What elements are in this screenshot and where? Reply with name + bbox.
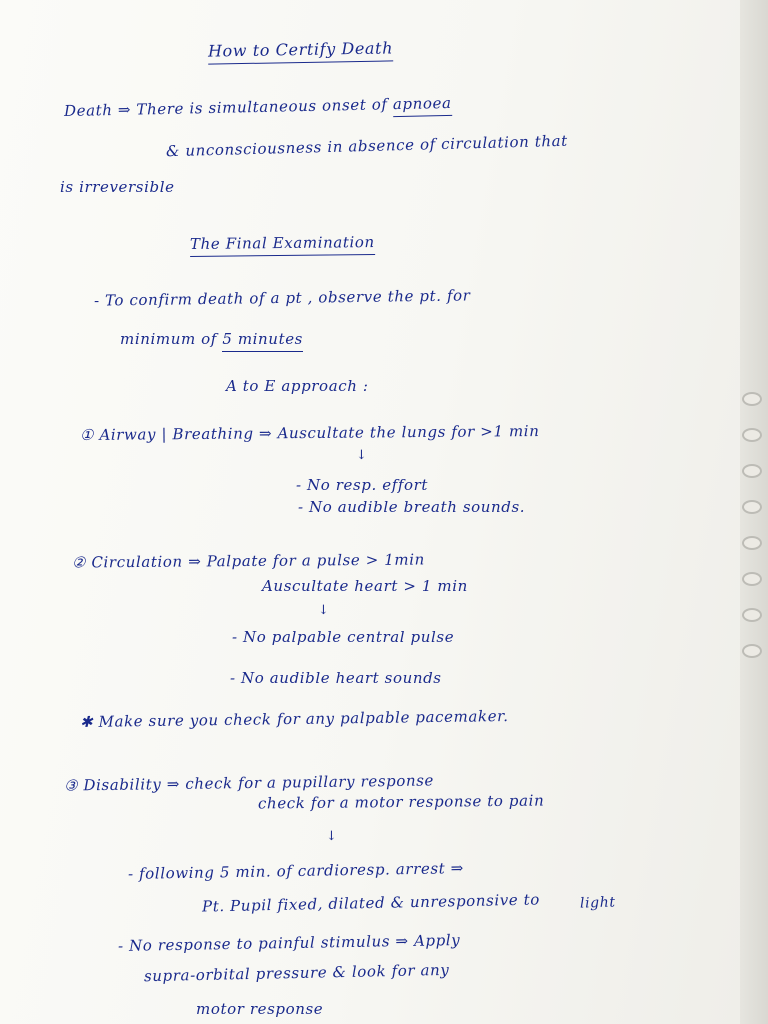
spiral-ring: [742, 608, 762, 622]
no-resp-effort: - No resp. effort: [296, 476, 429, 494]
airway-arrow: ↓: [356, 448, 368, 463]
spiral-ring: [742, 536, 762, 550]
circulation-arrow: ↓: [318, 603, 330, 618]
spiral-ring: [742, 428, 762, 442]
circulation-line-2: Auscultate heart > 1 min: [262, 577, 468, 595]
following-arrest-line: - following 5 min. of cardioresp. arrest ⇒: [127, 859, 464, 883]
no-central-pulse: - No palpable central pulse: [232, 628, 455, 646]
circulation-line-1: ② Circulation ⇒ Palpate for a pulse > 1min: [71, 550, 425, 572]
disability-line-2: check for a motor response to pain: [257, 791, 545, 813]
spiral-ring: [742, 392, 762, 406]
no-pain-response-line: - No response to painful stimulus ⇒ Apply: [117, 931, 461, 955]
death-definition-line-1: Death ⇒ There is simultaneous onset of apnoea: [63, 93, 452, 121]
light-word: light: [579, 894, 616, 912]
death-definition-line-3: is irreversible: [60, 178, 175, 196]
apnoea-word: apnoea: [393, 94, 452, 117]
no-heart-sounds: - No audible heart sounds: [230, 669, 442, 687]
confirm-death-line-2: minimum of 5 minutes: [120, 332, 303, 347]
page-title: How to Certify Death: [208, 40, 393, 59]
death-definition-line-2: & unconsciousness in absence of circulation that: [165, 131, 568, 161]
spiral-ring: [742, 644, 762, 658]
airway-breathing-line: ① Airway | Breathing ⇒ Auscultate the lungs for >1 min: [79, 421, 540, 445]
motor-response-line: motor response: [196, 1000, 324, 1018]
confirm-death-line-1: - To confirm death of a pt , observe the pt. for: [93, 286, 471, 310]
supra-orbital-line: supra-orbital pressure & look for any: [143, 960, 450, 986]
spiral-ring: [742, 500, 762, 514]
disability-arrow: ↓: [326, 829, 338, 844]
final-exam-heading: The Final Examination: [190, 235, 375, 252]
spiral-ring: [742, 464, 762, 478]
notebook-edge: [740, 0, 768, 1024]
disability-line-1: ③ Disability ⇒ check for a pupillary response: [63, 771, 435, 795]
pupil-fixed-line: Pt. Pupil fixed, dilated & unresponsive to: [201, 890, 541, 916]
five-minutes: 5 minutes: [222, 330, 303, 352]
pacemaker-note: ✱ Make sure you check for any palpable pacemaker.: [79, 707, 509, 731]
spiral-ring: [742, 572, 762, 586]
a-to-e-approach: A to E approach :: [226, 377, 369, 395]
no-breath-sounds: - No audible breath sounds.: [298, 498, 526, 516]
